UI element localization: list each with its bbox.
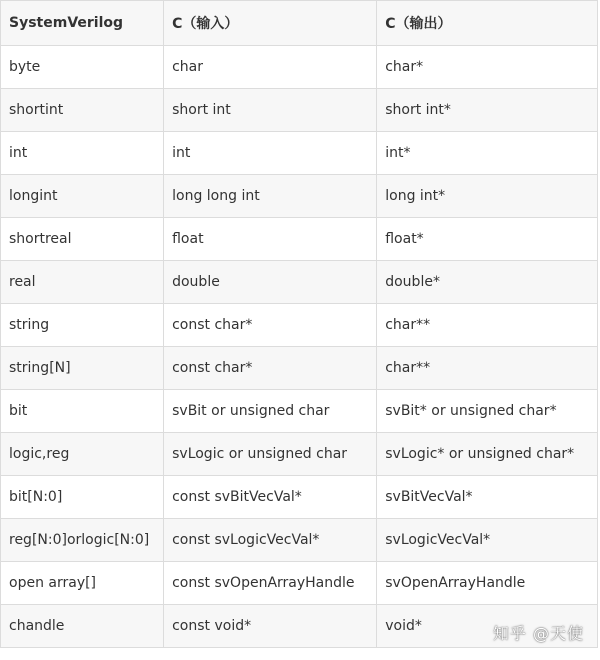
cell-sv-type: real xyxy=(1,261,164,304)
cell-c-input: const svBitVecVal* xyxy=(164,476,377,519)
cell-c-output: short int* xyxy=(377,89,598,132)
cell-c-input: short int xyxy=(164,89,377,132)
cell-sv-type: string[N] xyxy=(1,347,164,390)
cell-sv-type: int xyxy=(1,132,164,175)
table-row xyxy=(1,519,598,562)
cell-sv-type: reg[N:0]orlogic[N:0] xyxy=(1,519,164,562)
cell-sv-type: bit xyxy=(1,390,164,433)
cell-c-output: svLogicVecVal* xyxy=(377,519,598,562)
table-row xyxy=(1,46,598,89)
cell-sv-type: open array[] xyxy=(1,562,164,605)
cell-c-output: float* xyxy=(377,218,598,261)
table-row xyxy=(1,347,598,390)
cell-c-output: char** xyxy=(377,347,598,390)
header-c-output: C（输出） xyxy=(377,1,598,46)
table-row xyxy=(1,433,598,476)
cell-sv-type: bit[N:0] xyxy=(1,476,164,519)
cell-c-output: svOpenArrayHandle xyxy=(377,562,598,605)
cell-sv-type: shortint xyxy=(1,89,164,132)
table-row xyxy=(1,89,598,132)
cell-sv-type: chandle xyxy=(1,605,164,648)
cell-c-input: const svLogicVecVal* xyxy=(164,519,377,562)
cell-sv-type: logic,reg xyxy=(1,433,164,476)
table-row xyxy=(1,218,598,261)
cell-c-input: const char* xyxy=(164,347,377,390)
table-row xyxy=(1,132,598,175)
cell-c-output: svLogic* or unsigned char* xyxy=(377,433,598,476)
table-row xyxy=(1,261,598,304)
header-systemverilog: SystemVerilog xyxy=(1,1,164,46)
cell-c-output: svBit* or unsigned char* xyxy=(377,390,598,433)
cell-c-output: char** xyxy=(377,304,598,347)
table-row xyxy=(1,390,598,433)
zhihu-watermark: 知乎 @天使 xyxy=(492,624,584,643)
table-row xyxy=(1,175,598,218)
cell-c-input: double xyxy=(164,261,377,304)
cell-c-output: void* xyxy=(377,605,598,648)
table-header-row xyxy=(1,1,598,46)
cell-c-input: long long int xyxy=(164,175,377,218)
cell-sv-type: string xyxy=(1,304,164,347)
cell-c-input: svLogic or unsigned char xyxy=(164,433,377,476)
cell-c-output: svBitVecVal* xyxy=(377,476,598,519)
cell-c-output: double* xyxy=(377,261,598,304)
cell-sv-type: byte xyxy=(1,46,164,89)
cell-c-input: const void* xyxy=(164,605,377,648)
cell-c-input: float xyxy=(164,218,377,261)
header-c-input: C（输入） xyxy=(164,1,377,46)
cell-c-output: int* xyxy=(377,132,598,175)
cell-c-input: const char* xyxy=(164,304,377,347)
table-row xyxy=(1,304,598,347)
cell-c-input: svBit or unsigned char xyxy=(164,390,377,433)
cell-c-output: char* xyxy=(377,46,598,89)
table-row xyxy=(1,476,598,519)
cell-sv-type: shortreal xyxy=(1,218,164,261)
cell-c-output: long int* xyxy=(377,175,598,218)
cell-c-input: const svOpenArrayHandle xyxy=(164,562,377,605)
cell-c-input: char xyxy=(164,46,377,89)
table-row xyxy=(1,562,598,605)
cell-sv-type: longint xyxy=(1,175,164,218)
cell-c-input: int xyxy=(164,132,377,175)
